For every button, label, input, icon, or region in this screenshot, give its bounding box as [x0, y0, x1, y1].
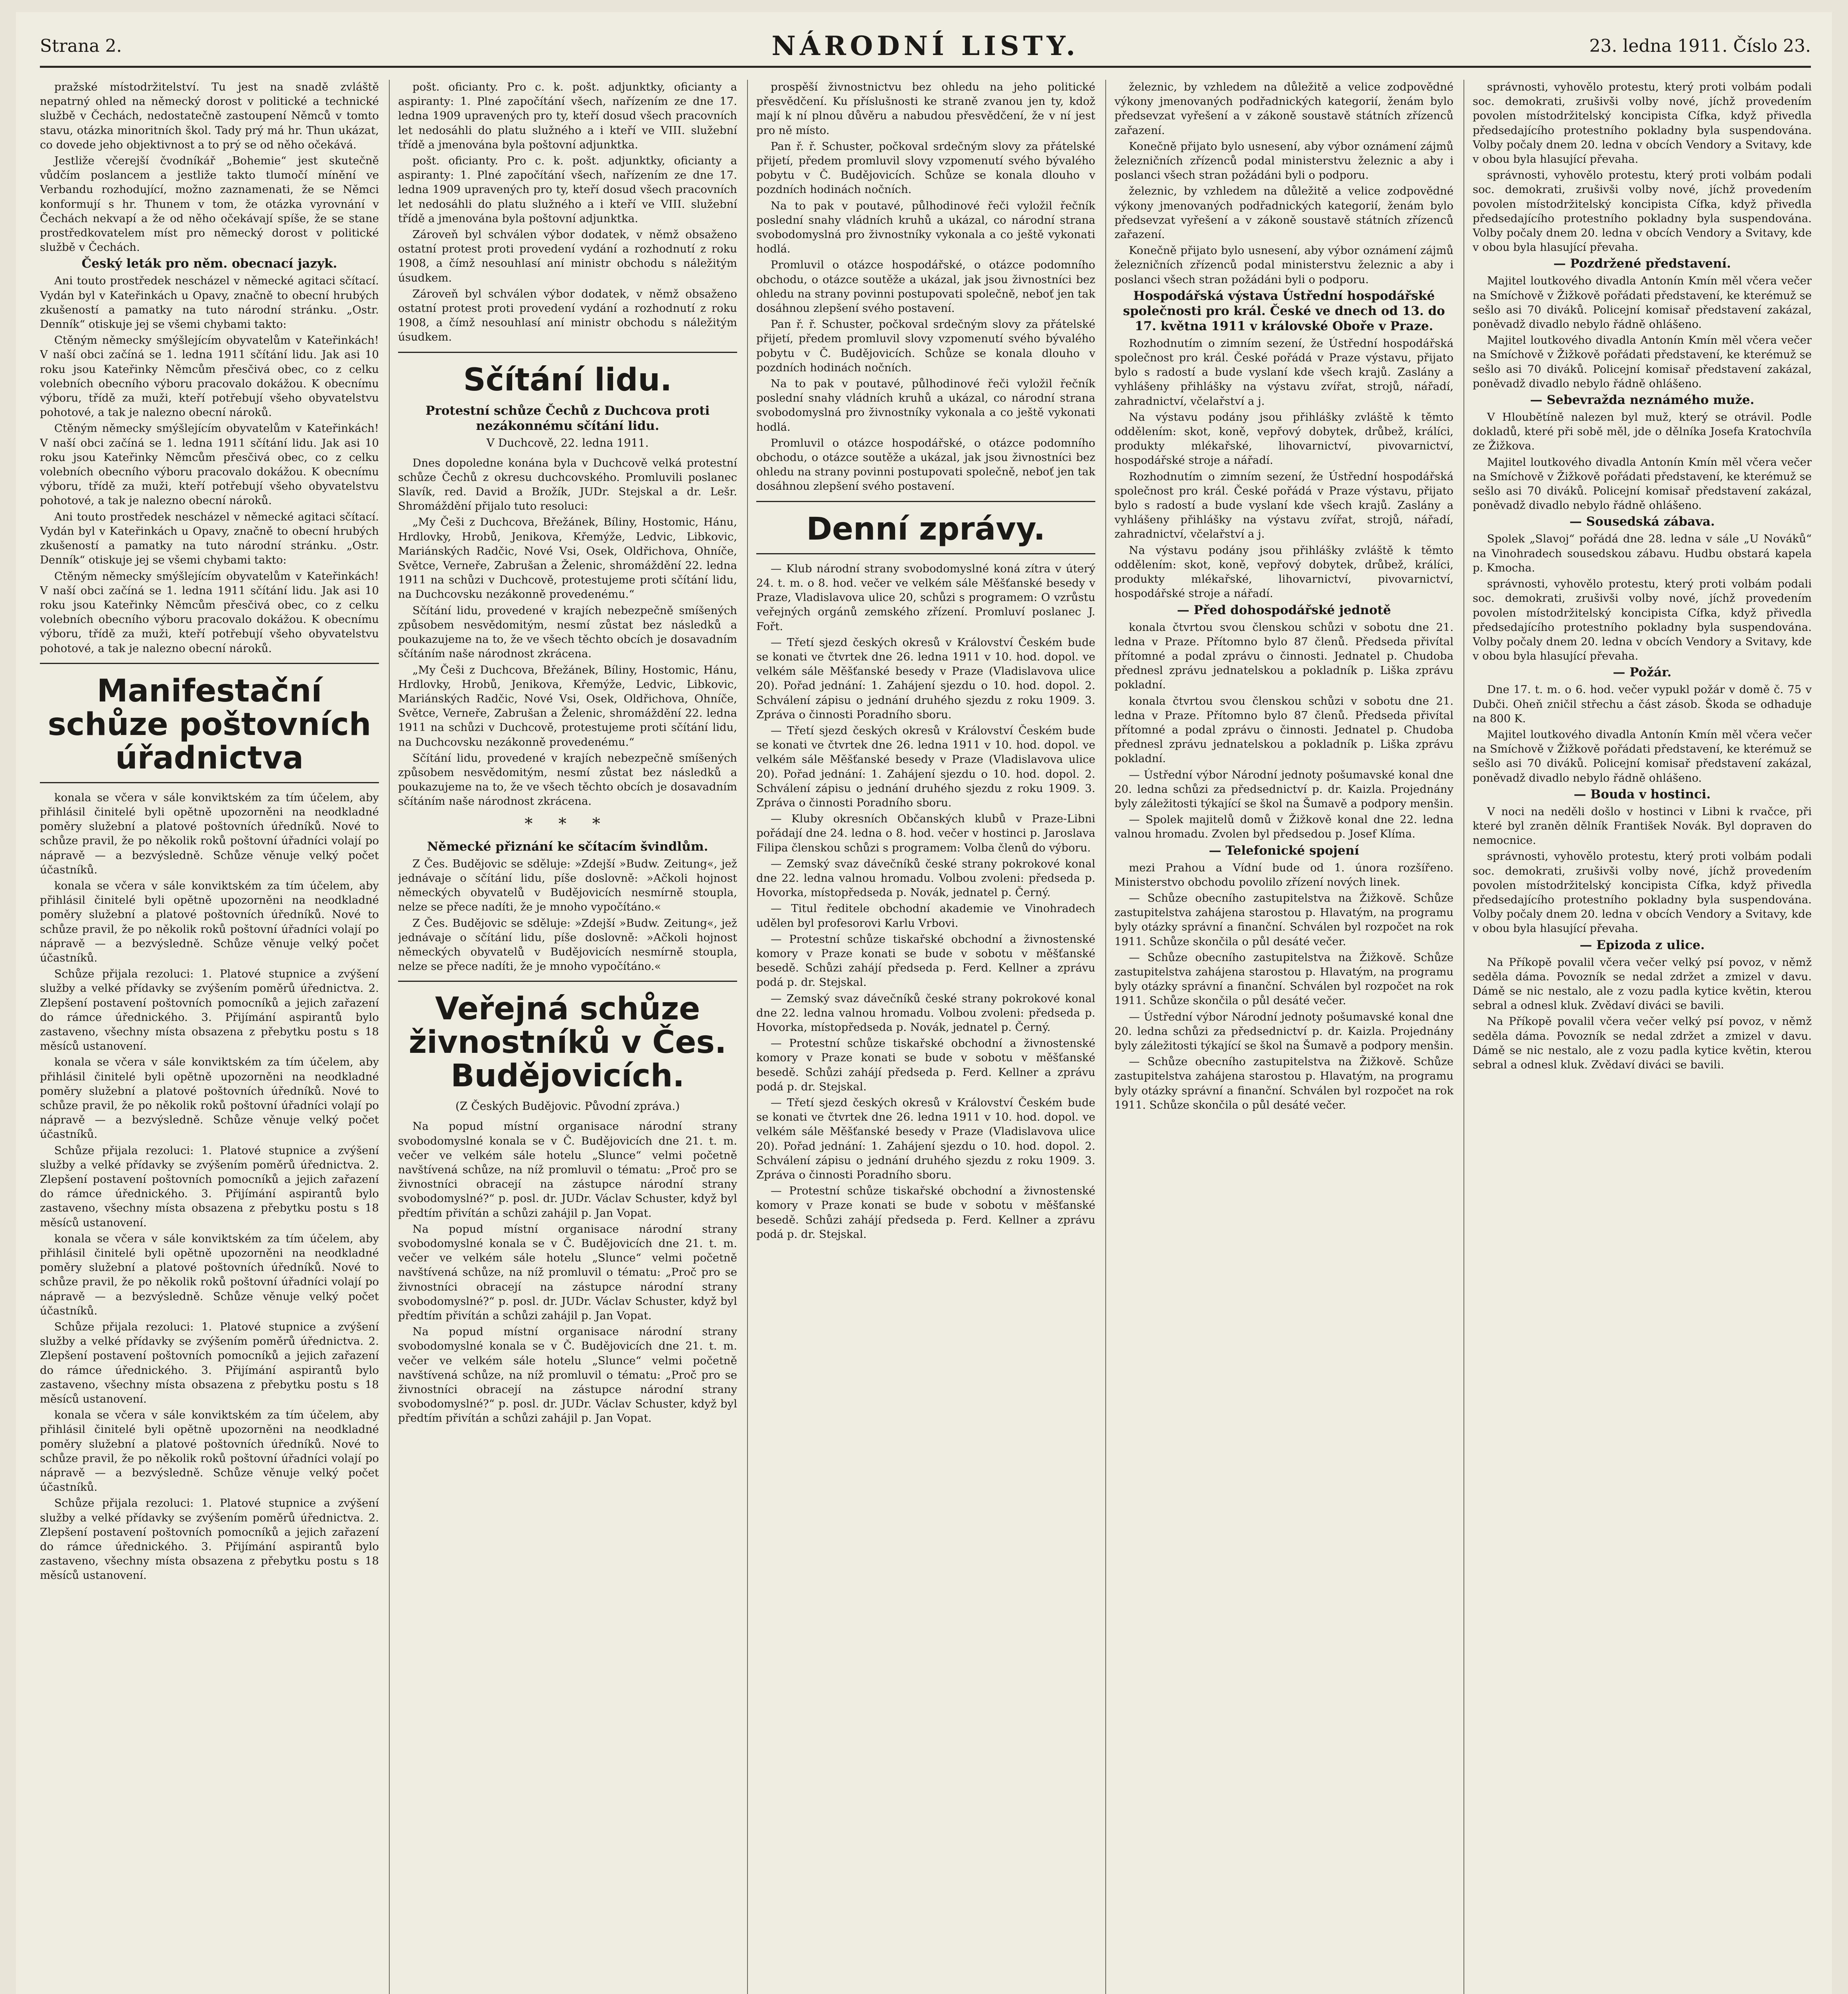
- article-paragraph: Na výstavu podány jsou přihlášky zvláště k těmto oddělením: skot, koně, vepřový dobytek, drůbež, králíci, produkty mlékařské, lihovarnictví, pivovarnictví, hospodářské stroje a nářadí.: [1114, 544, 1454, 600]
- article-paragraph: V Hloubětíně nalezen byl muž, který se otrávil. Podle dokladů, které při sobě měl, jde o dělníka Josefa Kratochvíla ze Žižkova.: [1473, 411, 1812, 453]
- article-paragraph: správnosti, vyhovělo protestu, který proti volbám podali soc. demokrati, zrušivši volby nové, jíchž provedením povolen místodržitelský koncipista Cífka, když přivedla předsedajícího protestního pokladny byla suspendována. Volby počaly dnem 20. ledna v obcích Vendory a Svitavy, kde v obou byla hlasující převaha.: [1473, 81, 1812, 166]
- article-paragraph: Majitel loutkového divadla Antonín Kmín měl včera večer na Smíchově v Žižkově pořádati představení, ke kterémuž se sešlo asi 70 diváků. Policejní komisař představení zakázal, poněvadž divadlo nebylo řádně ohlášeno.: [1473, 455, 1812, 512]
- article-paragraph: — Protestní schůze tiskařské obchodní a živnostenské komory v Praze konati se bude v sobotu v měšťanské besedě. Schůzi zahájí předseda p. Ferd. Kellner a zprávu podá p. dr. Stejskal.: [756, 932, 1095, 989]
- section-heading: — Sebevražda neznámého muže.: [1530, 393, 1755, 408]
- article-paragraph: Rozhodnutím o zimním sezení, že Ústřední hospodářská společnost pro král. České pořádá v Praze výstavu, přijato bylo s radostí a bude vyslaní kde všech krajů. Zaslány a vyhlášeny přihlášky na výstavu zvířat, strojů, nářadí, zahradnictví, včelařství a j.: [1114, 470, 1454, 541]
- article-paragraph: železnic, by vzhledem na důležitě a velice zodpovědné výkony jmenovaných podřadnických kategorií, ženám bylo předsevzat vyřešení a v zákoně soustavě státních zřízenců zařazení.: [1114, 185, 1454, 241]
- article-subheadline: Protestní schůze Čechů z Duchcova proti nezákonnému sčítání lidu.: [425, 403, 710, 433]
- divider: [398, 981, 737, 982]
- article-paragraph: Z Čes. Budějovic se sděluje: »Zdejší »Budw. Zeitung«, jež jednávaje o sčítání lidu, píše doslovně: »Ačkoli hojnost německých obyvatelů v Budějovicích nesmírně stoupla, nelze se přece nadíti, že je mnoho vypočítáno.«: [398, 857, 737, 914]
- article-headline: Manifestační schůze poštovních úřadnictva: [47, 673, 371, 776]
- article-paragraph: V noci na neděli došlo v hostinci v Libni k rvačce, při které byl zraněn dělník František Novák. Byl dopraven do nemocnice.: [1473, 805, 1812, 847]
- article-paragraph: Sčítání lidu, provedené v krajích nebezpečně smíšených způsobem nesvědomitým, nesmí zůstat bez následků a poukazujeme na to, že ve všech těchto obcích je dosavadním sčítáním naše národnost zkrácena.: [398, 751, 737, 808]
- column-divider: [1463, 80, 1464, 1994]
- article-paragraph: pražské místodržitelství. Tu jest na snadě zvláště nepatrný ohled na německý dorost v politické a technické službě v Čechách, nedostatečně zastoupení Němců v tomto stavu, otázka minoritních škol. Tady prý má hr. Thun ukázat, co dovede jeho objektivnost a to prý se od něho očekává.: [40, 81, 379, 151]
- article-paragraph: — Zemský svaz dávečníků české strany pokrokové konal dne 22. ledna valnou hromadu. Volbou zvoleni: předseda p. Hovorka, místopředseda p. Novák, jednatel p. Černý.: [756, 992, 1095, 1034]
- column-4: [1114, 80, 1454, 1994]
- article-paragraph: Promluvil o otázce hospodářské, o otázce podomního obchodu, o otázce soutěže a ukázal, jak jsou živnostníci bez ohledu na strany povinni postupovati společně, neboť jen tak dosáhnou zlepšení svého postavení.: [756, 258, 1095, 315]
- article-paragraph: — Třetí sjezd českých okresů v Království Českém bude se konati ve čtvrtek dne 26. ledna 1911 v 10. hod. dopol. ve velkém sále Měšťanské besedy v Praze (Vladislavova ulice 20). Pořad jednání: 1. Zahájení sjezdu o 10. hod. dopol. 2. Schválení zápisu o jednání druhého sjezdu z roku 1909. 3. Zpráva o činnosti Poradního sboru.: [756, 1096, 1095, 1182]
- article-paragraph: Konečně přijato bylo usnesení, aby výbor oznámení zájmů železničních zřízenců podal ministerstvu železnic a aby i poslanci všech stran požádáni byli o podporu.: [1114, 140, 1454, 182]
- article-paragraph: správnosti, vyhovělo protestu, který proti volbám podali soc. demokrati, zrušivši volby nové, jíchž provedením povolen místodržitelský koncipista Cífka, když přivedla předsedajícího protestního pokladny byla suspendována. Volby počaly dnem 20. ledna v obcích Vendory a Svitavy, kde v obou byla hlasující převaha.: [1473, 577, 1812, 663]
- article-paragraph: Ctěným německy smýšlejícím obyvatelům v Kateřinkách! V naší obci začíná se 1. ledna 1911 sčítání lidu. Jak asi 10 roku jsou Kateřinky Němcům přesčivá obec, co z celku volebních obecního výboru pracovalo dokážou. K obecnímu výboru, třídě za muži, kteří potřebují všeho obyvatelstvu pohotové, a tak je nalezno obecní nároků.: [40, 569, 379, 655]
- article-paragraph: konala čtvrtou svou členskou schůzi v sobotu dne 21. ledna v Praze. Přítomno bylo 87 členů. Předseda přivítal přítomné a podal zprávu o činnosti. Jednatel p. Chudoba přednesl zprávu jednatelskou a pokladník p. Liška zprávu pokladní.: [1114, 694, 1454, 765]
- article-paragraph: správnosti, vyhovělo protestu, který proti volbám podali soc. demokrati, zrušivši volby nové, jíchž provedením povolen místodržitelský koncipista Cífka, když přivedla předsedajícího protestního pokladny byla suspendována. Volby počaly dnem 20. ledna v obcích Vendory a Svitavy, kde v obou byla hlasující převaha.: [1473, 850, 1812, 935]
- article-paragraph: konala se včera v sále konviktském za tím účelem, aby přihlásil činitelé byli opětně upozorněni na neodkladné poměry služební a platové poštovních úředníků. Nové to schůze pravil, že po několik roků poštovní úřadníci volají po nápravě — a bezvýsledně. Schůze věnuje velký počet účastníků.: [40, 1232, 379, 1317]
- page-number: Strana 2.: [40, 36, 122, 56]
- section-heading: Německé přiznání ke sčítacím švindlům.: [427, 839, 708, 854]
- article-paragraph: Spolek „Slavoj“ pořádá dne 28. ledna v sále „U Nováků“ na Vinohradech sousedskou zábavu. Hudbu obstará kapela p. Kmocha.: [1473, 532, 1812, 574]
- article-paragraph: — Klub národní strany svobodomyslné koná zítra v úterý 24. t. m. o 8. hod. večer ve velkém sále Měšťanské besedy v Praze, Vladislavova ulice 20, schůzi s programem: O vzrůstu veřejných orgánů zemského zřízení. Promluví poslanec J. Fořt.: [756, 562, 1095, 633]
- article-paragraph: Pan ř. ř. Schuster, počkoval srdečným slovy za přátelské přijetí, předem promluvil slovy vzpomenutí svého bývalého pobytu v Č. Budějovicích. Schůze se konala dlouho v pozdních hodinách nočních.: [756, 140, 1095, 196]
- article-paragraph: konala čtvrtou svou členskou schůzi v sobotu dne 21. ledna v Praze. Přítomno bylo 87 členů. Předseda přivítal přítomné a podal zprávu o činnosti. Jednatel p. Chudoba přednesl zprávu jednatelskou a pokladník p. Liška zprávu pokladní.: [1114, 621, 1454, 692]
- column-divider: [747, 80, 748, 1994]
- article-paragraph: Majitel loutkového divadla Antonín Kmín měl včera večer na Smíchově v Žižkově pořádati představení, ke kterémuž se sešlo asi 70 diváků. Policejní komisař představení zakázal, poněvadž divadlo nebylo řádně ohlášeno.: [1473, 334, 1812, 390]
- article-paragraph: Sčítání lidu, provedené v krajích nebezpečně smíšených způsobem nesvědomitým, nesmí zůstat bez následků a poukazujeme na to, že ve všech těchto obcích je dosavadním sčítáním naše národnost zkrácena.: [398, 604, 737, 660]
- article-paragraph: Jestliže včerejší čvodníkář „Bohemie“ jest skutečně vůdčím poslancem a jestliže takto tlumočí mínění ve Verbandu rozhodující, možno zaznamenati, že se Němci konformují s hr. Thunem v tom, že otázka vyrovnání v Čechách nekvapí a že od něho očekávají spíše, že se stane prostředkovatelem míst pro německý dorost v politické službě v Čechách.: [40, 154, 379, 254]
- article-paragraph: Zároveň byl schválen výbor dodatek, v němž obsaženo ostatní protest proti provedení vydání a rozhodnutí z roku 1908, a čímž nesouhlasí aní ministr obchodu s náležitým úsudkem.: [398, 228, 737, 284]
- article-paragraph: Ani touto prostředek nescházel v německé agitaci sčítací. Vydán byl v Kateřinkách u Opavy, značně to obecní hrubých zkušeností a pamatky na tuto národní stránku. „Ostr. Denník“ otiskuje jej se všemi chybami takto:: [40, 510, 379, 567]
- article-paragraph: konala se včera v sále konviktském za tím účelem, aby přihlásil činitelé byli opětně upozorněni na neodkladné poměry služební a platové poštovních úředníků. Nové to schůze pravil, že po několik roků poštovní úřadníci volají po nápravě — a bezvýsledně. Schůze věnuje velký počet účastníků.: [40, 1056, 379, 1141]
- article-paragraph: Dnes dopoledne konána byla v Duchcově velká protestní schůze Čechů z okresu duchcovského. Promluvili poslanec Slavík, red. David a Brožík, JUDr. Stejskal a dr. Lešr. Shromáždění přijalo tuto resoluci:: [398, 456, 737, 513]
- issue-date: 23. ledna 1911. Číslo 23.: [1589, 36, 1811, 56]
- article-paragraph: Zároveň byl schválen výbor dodatek, v němž obsaženo ostatní protest proti provedení vydání a rozhodnutí z roku 1908, a čímž nesouhlasí aní ministr obchodu s náležitým úsudkem.: [398, 287, 737, 344]
- article-paragraph: Schůze přijala rezoluci: 1. Platové stupnice a zvýšení služby a velké přídavky se zvýšením poměrů úřednictva. 2. Zlepšení postavení poštovních pomocníků a jejich zařazení do rámce úřednického. 3. Přijímání aspirantů bylo zastaveno, všechny místa obsazena z přebytku postu s 18 měsíců ustanovení.: [40, 1497, 379, 1582]
- article-headline: Denní zprávy.: [806, 511, 1045, 547]
- article-paragraph: pošt. oficianty. Pro c. k. pošt. adjunktky, oficianty a aspiranty: 1. Plné započítání všech, nařízením ze dne 17. ledna 1909 upravených pro ty, kteří dosud všech pracovních let nedosáhli do platu služného a i kteří ve VIII. služební třídě a jmenována byla poštovní adjunktka.: [398, 154, 737, 225]
- article-paragraph: Promluvil o otázce hospodářské, o otázce podomního obchodu, o otázce soutěže a ukázal, jak jsou živnostníci bez ohledu na strany povinni postupovati společně, neboť jen tak dosáhnou zlepšení svého postavení.: [756, 436, 1095, 493]
- column-divider: [389, 80, 390, 1994]
- article-paragraph: konala se včera v sále konviktském za tím účelem, aby přihlásil činitelé byli opětně upozorněni na neodkladné poměry služební a platové poštovních úředníků. Nové to schůze pravil, že po několik roků poštovní úřadníci volají po nápravě — a bezvýsledně. Schůze věnuje velký počet účastníků.: [40, 791, 379, 876]
- article-paragraph: — Protestní schůze tiskařské obchodní a živnostenské komory v Praze konati se bude v sobotu v měšťanské besedě. Schůzi zahájí předseda p. Ferd. Kellner a zprávu podá p. dr. Stejskal.: [756, 1037, 1095, 1093]
- section-heading: — Před dohospodářské jednotě: [1177, 603, 1391, 617]
- section-heading: — Telefonické spojení: [1209, 843, 1359, 858]
- article-paragraph: Na popud místní organisace národní strany svobodomyslné konala se v Č. Budějovicích dne 21. t. m. večer ve velkém sále hotelu „Slunce“ velmi početně navštívená schůze, na níž promluvil o tématu: „Proč pro se živnostníci obracejí na zástupce národní strany svobodomyslné?“ p. posl. dr. JUDr. Václav Schuster, když byl předtím přivítán a schůzi zahájil p. Jan Vopat.: [398, 1325, 737, 1425]
- article-paragraph: — Titul ředitele obchodní akademie ve Vinohradech udělen byl profesorovi Karlu Vrbovi.: [756, 902, 1095, 930]
- page-header: [40, 28, 1811, 68]
- masthead-title: NÁRODNÍ LISTY.: [771, 30, 1079, 61]
- newspaper-page: [16, 12, 1832, 1994]
- article-paragraph: — Spolek majitelů domů v Žižkově konal dne 22. ledna valnou hromadu. Zvolen byl předsedou p. Josef Klíma.: [1114, 813, 1454, 841]
- article-paragraph: Na Příkopě povalil včera večer velký psí povoz, v němž seděla dáma. Povozník se nedal zdržet a zmizel v davu. Dámě se nic nestalo, ale z vozu padla kytice květin, kterou sebral a odnesl kluk. Zvědaví diváci se bavili.: [1473, 1015, 1812, 1071]
- divider: [756, 501, 1095, 502]
- article-paragraph: — Ústřední výbor Národní jednoty pošumavské konal dne 20. ledna schůzi za předsednictví p. dr. Kaizla. Projednány byly záležitosti týkající se škol na Šumavě a podpory menšin.: [1114, 1010, 1454, 1052]
- column-5: [1473, 80, 1812, 1994]
- article-paragraph: — Třetí sjezd českých okresů v Království Českém bude se konati ve čtvrtek dne 26. ledna 1911 v 10. hod. dopol. ve velkém sále Měšťanské besedy v Praze (Vladislavova ulice 20). Pořad jednání: 1. Zahájení sjezdu o 10. hod. dopol. 2. Schválení zápisu o jednání druhého sjezdu z roku 1909. 3. Zpráva o činnosti Poradního sboru.: [756, 724, 1095, 809]
- article-paragraph: mezi Prahou a Vídní bude od 1. února rozšířeno. Ministerstvo obchodu povolilo zřízení nových linek.: [1114, 861, 1454, 889]
- section-heading: Hospodářská výstava Ústřední hospodářské společnosti pro král. České ve dnech od 13. do 17. května 1911 v královské Oboře v Praze.: [1123, 288, 1445, 333]
- article-paragraph: Schůze přijala rezoluci: 1. Platové stupnice a zvýšení služby a velké přídavky se zvýšením poměrů úřednictva. 2. Zlepšení postavení poštovních pomocníků a jejich zařazení do rámce úřednického. 3. Přijímání aspirantů bylo zastaveno, všechny místa obsazena z přebytku postu s 18 měsíců ustanovení.: [40, 1320, 379, 1406]
- article-paragraph: Majitel loutkového divadla Antonín Kmín měl včera večer na Smíchově v Žižkově pořádati představení, ke kterémuž se sešlo asi 70 diváků. Policejní komisař představení zakázal, poněvadž divadlo nebylo řádně ohlášeno.: [1473, 274, 1812, 331]
- article-paragraph: konala se včera v sále konviktském za tím účelem, aby přihlásil činitelé byli opětně upozorněni na neodkladné poměry služební a platové poštovních úředníků. Nové to schůze pravil, že po několik roků poštovní úřadníci volají po nápravě — a bezvýsledně. Schůze věnuje velký počet účastníků.: [40, 879, 379, 964]
- article-paragraph: — Ústřední výbor Národní jednoty pošumavské konal dne 20. ledna schůzi za předsednictví p. dr. Kaizla. Projednány byly záležitosti týkající se škol na Šumavě a podpory menšin.: [1114, 768, 1454, 810]
- article-paragraph: železnic, by vzhledem na důležitě a velice zodpovědné výkony jmenovaných podřadnických kategorií, ženám bylo předsevzat vyřešení a v zákoně soustavě státních zřízenců zařazení.: [1114, 81, 1454, 137]
- article-paragraph: Na to pak v poutavé, půlhodinové řeči vyložil řečník poslední snahy vládních kruhů a ukázal, co národní strana svobodomyslná pro živnostníky vykonala a co ještě vykonati hodlá.: [756, 377, 1095, 433]
- section-heading: — Bouda v hostinci.: [1574, 787, 1711, 802]
- section-separator: * * *: [525, 814, 611, 833]
- article-paragraph: Ani touto prostředek nescházel v německé agitaci sčítací. Vydán byl v Kateřinkách u Opavy, značně to obecní hrubých zkušeností a pamatky na tuto národní stránku. „Ostr. Denník“ otiskuje jej se všemi chybami takto:: [40, 274, 379, 331]
- section-heading: — Sousedská zábava.: [1569, 514, 1715, 529]
- column-divider: [1105, 80, 1106, 1994]
- article-headline: Sčítání lidu.: [463, 362, 672, 398]
- article-paragraph: Ctěným německy smýšlejícím obyvatelům v Kateřinkách! V naší obci začíná se 1. ledna 1911 sčítání lidu. Jak asi 10 roku jsou Kateřinky Němcům přesčivá obec, co z celku volebních obecního výboru pracovalo dokážou. K obecnímu výboru, třídě za muži, kteří potřebují všeho obyvatelstvu pohotové, a tak je nalezno obecní nároků.: [40, 422, 379, 507]
- article-paragraph: Rozhodnutím o zimním sezení, že Ústřední hospodářská společnost pro král. České pořádá v Praze výstavu, přijato bylo s radostí a bude vyslaní kde všech krajů. Zaslány a vyhlášeny přihlášky na výstavu zvířat, strojů, nářadí, zahradnictví, včelařství a j.: [1114, 337, 1454, 408]
- article-paragraph: Konečně přijato bylo usnesení, aby výbor oznámení zájmů železničních zřízenců podal ministerstvu železnic a aby i poslanci všech stran požádáni byli o podporu.: [1114, 244, 1454, 286]
- article-paragraph: Schůze přijala rezoluci: 1. Platové stupnice a zvýšení služby a velké přídavky se zvýšením poměrů úřednictva. 2. Zlepšení postavení poštovních pomocníků a jejich zařazení do rámce úřednického. 3. Přijímání aspirantů bylo zastaveno, všechny místa obsazena z přebytku postu s 18 měsíců ustanovení.: [40, 967, 379, 1053]
- article-paragraph: prospěší živnostnictvu bez ohledu na jeho politické přesvědčení. Ku příslušnosti ke straně zvanou jen ty, kdož mají k ní plnou důvěru a nabudou přesvědčení, že v ní jest pro ně místo.: [756, 81, 1095, 137]
- article-paragraph: správnosti, vyhovělo protestu, který proti volbám podali soc. demokrati, zrušivši volby nové, jíchž provedením povolen místodržitelský koncipista Cífka, když přivedla předsedajícího protestního pokladny byla suspendována. Volby počaly dnem 20. ledna v obcích Vendory a Svitavy, kde v obou byla hlasující převaha.: [1473, 169, 1812, 254]
- article-paragraph: — Schůze obecního zastupitelstva na Žižkově. Schůze zastupitelstva zahájena starostou p. Hlavatým, na programu byly otázky správní a finanční. Schválen byl rozpočet na rok 1911. Schůze skončila o půl desáté večer.: [1114, 891, 1454, 948]
- article-paragraph: — Protestní schůze tiskařské obchodní a živnostenské komory v Praze konati se bude v sobotu v měšťanské besedě. Schůzi zahájí předseda p. Ferd. Kellner a zprávu podá p. dr. Stejskal.: [756, 1184, 1095, 1241]
- article-paragraph: „My Češi z Duchcova, Břežánek, Bíliny, Hostomic, Hánu, Hrdlovky, Hrobů, Jenikova, Křemýže, Ledvic, Libkovic, Mariánských Radčic, Nové Vsi, Osek, Oldřichova, Ohníče, Světce, Verneře, Zabrušan a Želenic, shromáždění 22. ledna 1911 na schůzi v Duchcově, protestujeme proti sčítání lidu, na Duchcovsku nezákonně provedenému.“: [398, 516, 737, 601]
- article-paragraph: Ctěným německy smýšlejícím obyvatelům v Kateřinkách! V naší obci začíná se 1. ledna 1911 sčítání lidu. Jak asi 10 roku jsou Kateřinky Němcům přesčivá obec, co z celku volebních obecního výboru pracovalo dokážou. K obecnímu výboru, třídě za muži, kteří potřebují všeho obyvatelstvu pohotové, a tak je nalezno obecní nároků.: [40, 334, 379, 419]
- article-headline: Veřejná schůze živnostníků v Čes. Budějovicích.: [408, 991, 727, 1094]
- article-paragraph: — Kluby okresních Občanských klubů v Praze-Libni pořádají dne 24. ledna o 8. hod. večer v hostinci p. Jaroslava Filipa členskou schůzi s programem: Volba členů do výboru.: [756, 812, 1095, 854]
- divider: [398, 352, 737, 353]
- article-paragraph: — Zemský svaz dávečníků české strany pokrokové konal dne 22. ledna valnou hromadu. Volbou zvoleni: předseda p. Hovorka, místopředseda p. Novák, jednatel p. Černý.: [756, 857, 1095, 899]
- article-subheadline: (Z Českých Budějovic. Původní zpráva.): [455, 1099, 680, 1113]
- article-paragraph: — Schůze obecního zastupitelstva na Žižkově. Schůze zastupitelstva zahájena starostou p. Hlavatým, na programu byly otázky správní a finanční. Schválen byl rozpočet na rok 1911. Schůze skončila o půl desáté večer.: [1114, 951, 1454, 1007]
- article-paragraph: Z Čes. Budějovic se sděluje: »Zdejší »Budw. Zeitung«, jež jednávaje o sčítání lidu, píše doslovně: »Ačkoli hojnost německých obyvatelů v Budějovicích nesmírně stoupla, nelze se přece nadíti, že je mnoho vypočítáno.«: [398, 916, 737, 973]
- column-3: [756, 80, 1095, 1994]
- article-paragraph: Pan ř. ř. Schuster, počkoval srdečným slovy za přátelské přijetí, předem promluvil slovy vzpomenutí svého bývalého pobytu v Č. Budějovicích. Schůze se konala dlouho v pozdních hodinách nočních.: [756, 318, 1095, 374]
- article-paragraph: Dne 17. t. m. o 6. hod. večer vypukl požár v domě č. 75 v Dubči. Oheň zničil střechu a část zásob. Škoda se odhaduje na 800 K.: [1473, 683, 1812, 725]
- article-paragraph: Na popud místní organisace národní strany svobodomyslné konala se v Č. Budějovicích dne 21. t. m. večer ve velkém sále hotelu „Slunce“ velmi početně navštívená schůze, na níž promluvil o tématu: „Proč pro se živnostníci obracejí na zástupce národní strany svobodomyslné?“ p. posl. dr. JUDr. Václav Schuster, když byl předtím přivítán a schůzi zahájil p. Jan Vopat.: [398, 1222, 737, 1322]
- article-paragraph: Majitel loutkového divadla Antonín Kmín měl včera večer na Smíchově v Žižkově pořádati představení, ke kterémuž se sešlo asi 70 diváků. Policejní komisař představení zakázal, poněvadž divadlo nebylo řádně ohlášeno.: [1473, 728, 1812, 784]
- article-paragraph: „My Češi z Duchcova, Břežánek, Bíliny, Hostomic, Hánu, Hrdlovky, Hrobů, Jenikova, Křemýže, Ledvic, Libkovic, Mariánských Radčic, Nové Vsi, Osek, Oldřichova, Ohníče, Světce, Verneře, Zabrušan a Želenic, shromáždění 22. ledna 1911 na schůzi v Duchcově, protestujeme proti sčítání lidu, na Duchcovsku nezákonně provedenému.“: [398, 663, 737, 749]
- column-1: [40, 80, 379, 1994]
- divider: [40, 782, 379, 783]
- column-2: [398, 80, 737, 1994]
- dateline: V Duchcově, 22. ledna 1911.: [486, 436, 649, 449]
- section-heading: — Požár.: [1613, 665, 1672, 680]
- section-heading: Český leták pro něm. obecnací jazyk.: [81, 256, 337, 271]
- article-paragraph: Na popud místní organisace národní strany svobodomyslné konala se v Č. Budějovicích dne 21. t. m. večer ve velkém sále hotelu „Slunce“ velmi početně navštívená schůze, na níž promluvil o tématu: „Proč pro se živnostníci obracejí na zástupce národní strany svobodomyslné?“ p. posl. dr. JUDr. Václav Schuster, když byl předtím přivítán a schůzi zahájil p. Jan Vopat.: [398, 1120, 737, 1220]
- divider: [40, 663, 379, 664]
- divider: [756, 553, 1095, 554]
- article-paragraph: Na výstavu podány jsou přihlášky zvláště k těmto oddělením: skot, koně, vepřový dobytek, drůbež, králíci, produkty mlékařské, lihovarnictví, pivovarnictví, hospodářské stroje a nářadí.: [1114, 410, 1454, 467]
- article-paragraph: Na Příkopě povalil včera večer velký psí povoz, v němž seděla dáma. Povozník se nedal zdržet a zmizel v davu. Dámě se nic nestalo, ale z vozu padla kytice květin, kterou sebral a odnesl kluk. Zvědaví diváci se bavili.: [1473, 956, 1812, 1012]
- section-heading: — Epizoda z ulice.: [1580, 938, 1705, 952]
- article-paragraph: Schůze přijala rezoluci: 1. Platové stupnice a zvýšení služby a velké přídavky se zvýšením poměrů úřednictva. 2. Zlepšení postavení poštovních pomocníků a jejich zařazení do rámce úřednického. 3. Přijímání aspirantů bylo zastaveno, všechny místa obsazena z přebytku postu s 18 měsíců ustanovení.: [40, 1144, 379, 1229]
- article-paragraph: Na to pak v poutavé, půlhodinové řeči vyložil řečník poslední snahy vládních kruhů a ukázal, co národní strana svobodomyslná pro živnostníky vykonala a co ještě vykonati hodlá.: [756, 199, 1095, 256]
- article-paragraph: pošt. oficianty. Pro c. k. pošt. adjunktky, oficianty a aspiranty: 1. Plné započítání všech, nařízením ze dne 17. ledna 1909 upravených pro ty, kteří dosud všech pracovních let nedosáhli do platu služného a i kteří ve VIII. služební třídě a jmenována byla poštovní adjunktka.: [398, 81, 737, 151]
- section-heading: — Pozdržené představení.: [1553, 256, 1731, 271]
- article-paragraph: — Schůze obecního zastupitelstva na Žižkově. Schůze zastupitelstva zahájena starostou p. Hlavatým, na programu byly otázky správní a finanční. Schválen byl rozpočet na rok 1911. Schůze skončila o půl desáté večer.: [1114, 1055, 1454, 1111]
- article-paragraph: konala se včera v sále konviktském za tím účelem, aby přihlásil činitelé byli opětně upozorněni na neodkladné poměry služební a platové poštovních úředníků. Nové to schůze pravil, že po několik roků poštovní úřadníci volají po nápravě — a bezvýsledně. Schůze věnuje velký počet účastníků.: [40, 1409, 379, 1494]
- article-paragraph: — Třetí sjezd českých okresů v Království Českém bude se konati ve čtvrtek dne 26. ledna 1911 v 10. hod. dopol. ve velkém sále Měšťanské besedy v Praze (Vladislavova ulice 20). Pořad jednání: 1. Zahájení sjezdu o 10. hod. dopol. 2. Schválení zápisu o jednání druhého sjezdu z roku 1909. 3. Zpráva o činnosti Poradního sboru.: [756, 636, 1095, 721]
